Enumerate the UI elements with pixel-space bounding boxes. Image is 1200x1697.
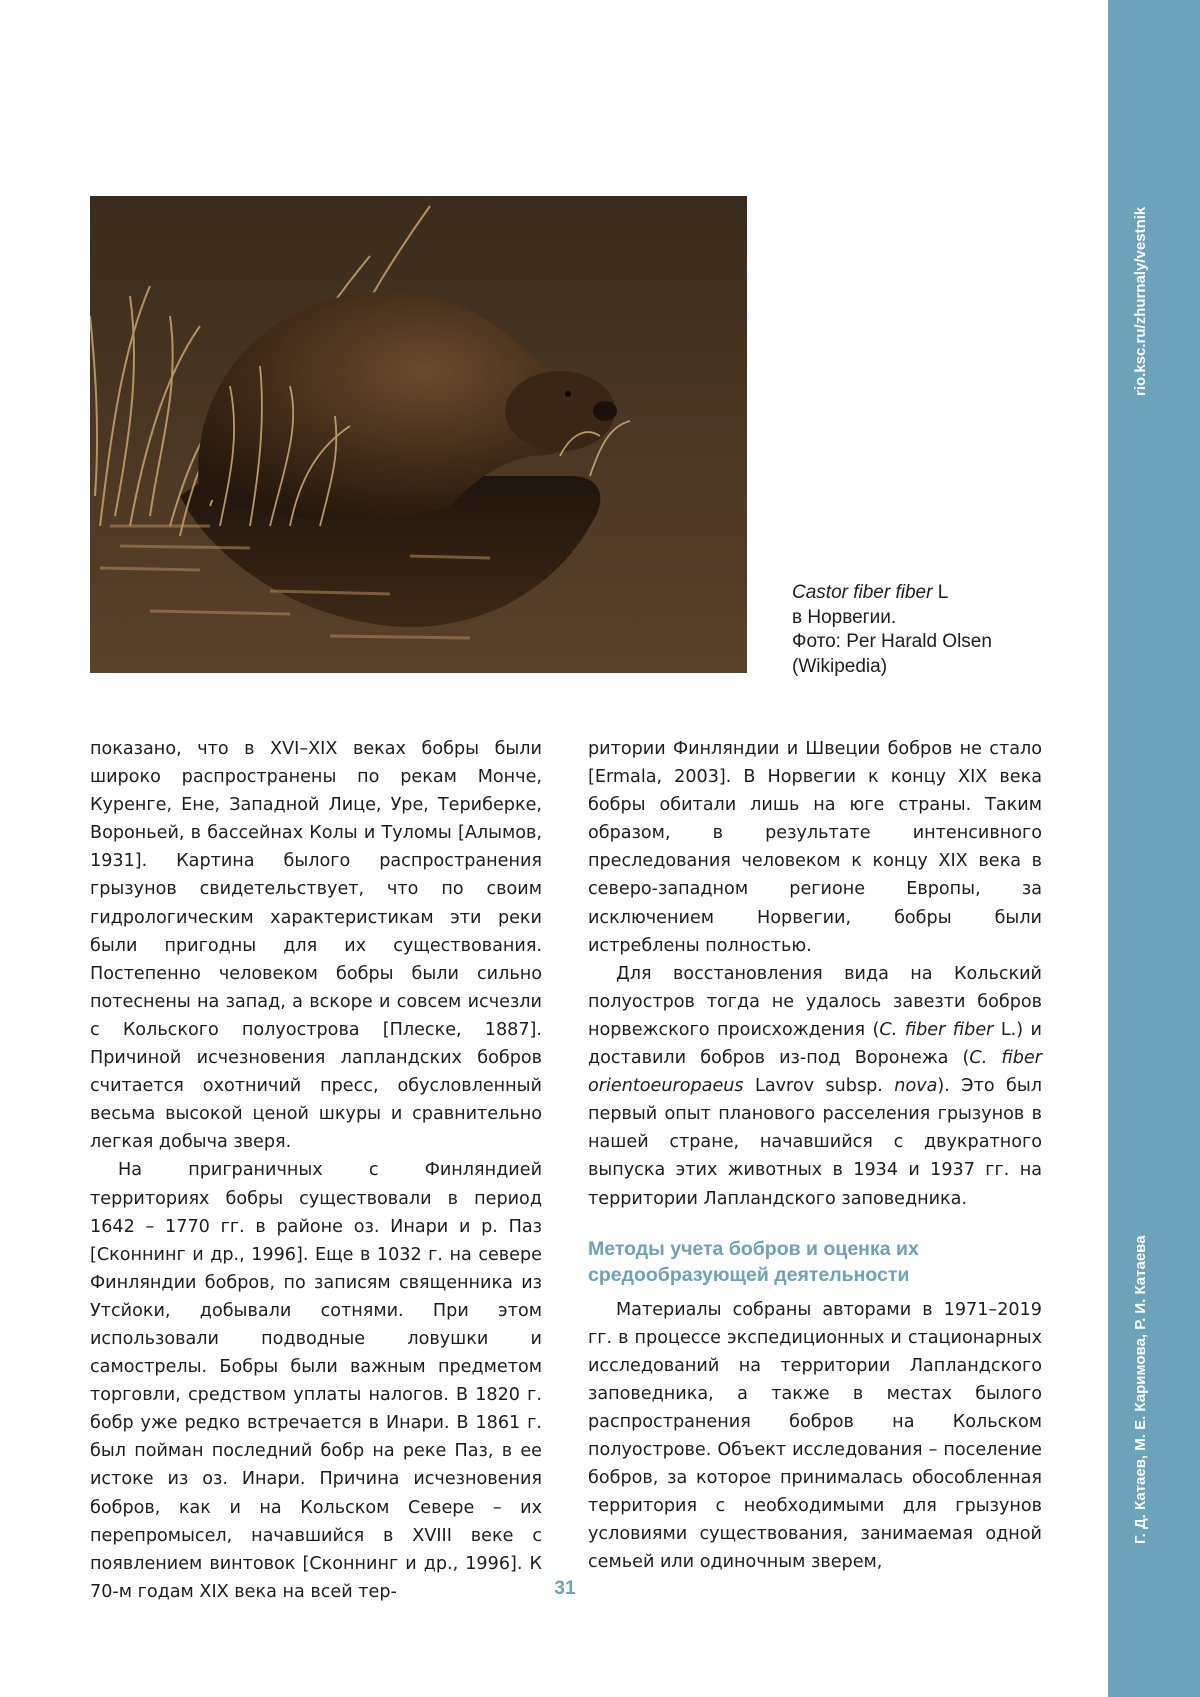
journal-url[interactable]: rio.ksc.ru/zhurnaly/vestnik — [1132, 207, 1149, 396]
right-column — [588, 735, 1042, 1577]
right-paragraph-2 — [588, 960, 1042, 1213]
sidebar-band — [1108, 0, 1200, 1697]
p2-text-d: ). Это был первый опыт планового расселения грызунов в нашей стране, начавшийся с двукратного выпуска этих животных в 1934 и 1937 гг. на территории Лапландского заповедника. — [588, 1076, 1042, 1208]
p2-text-b: L.) и доставили бобров из-под Воронежа ( — [588, 1020, 1042, 1068]
left-column — [90, 735, 542, 1606]
caption-line-2: в Норвегии. — [792, 606, 1092, 631]
page-number: 31 — [540, 1578, 590, 1600]
figure-caption — [792, 581, 1092, 679]
left-paragraph-2: На приграничных с Финляндией территориях бобры существовали в период 1642 – 1770 гг. в районе оз. Инари и р. Паз [Сконнинг и др., 1996]. Еще в 1032 г. на севере Финляндии бобров, по записям священника из Утсйоки, добывали сотнями. При этом использовали подводные ловушки и самострелы. Бобры были важным предметом торговли, средством уплаты налогов. В 1820 г. бобр уже редко встречается в Инари. В 1861 г. был пойман последний бобр на реке Паз, в ее истоке из оз. Инари. Причина исчезновения бобров, как и на Кольском Севере – их перепромысел, начавшийся в XVIII веке с появлением винтовок [Сконнинг и др., 1996]. К 70-м годам XIX века на всей тер- — [90, 1156, 542, 1606]
p2-nova: nova — [894, 1076, 937, 1096]
p2-species-1: C. fiber fiber — [879, 1020, 993, 1040]
beaver-photo — [90, 196, 747, 673]
running-authors: Г. Д. Катаев, М. Е. Каримова, Р. И. Катаева — [1132, 1235, 1149, 1544]
p2-text-c: Lavrov subsp. — [744, 1076, 895, 1096]
caption-line-3: Фото: Per Harald Olsen — [792, 630, 1092, 655]
p2-text-a: Для восстановления вида на Кольский полуостров тогда не удалось завезти бобров норвежского происхождения ( — [588, 964, 1042, 1040]
caption-line-1 — [792, 581, 1092, 606]
caption-species: Castor fiber fiber — [792, 582, 932, 603]
right-paragraph-3: Материалы собраны авторами в 1971–2019 гг. в процессе экспедиционных и стационарных исследований на территории Лапландского заповедника, а также в местах былого распространения бобров на Кольском полуострове. Объект исследования – поселение бобров, за которое принималась обособленная территория с необходимыми для грызунов условиями существования, занимаемая одной семьей или одиночным зверем, — [588, 1296, 1042, 1577]
caption-author: L — [932, 582, 948, 603]
left-paragraph-1: показано, что в XVI–XIX веках бобры были широко распространены по рекам Мончe, Куренге, Ене, Западной Лице, Уре, Териберке, Вороньей, в бассейнах Колы и Туломы [Алымов, 1931]. Картина былого распространения грызунов свидетельствует, что по своим гидрологическим характеристикам эти реки были пригодны для их существования. Постепенно человеком бобры были сильно потеснены на запад, а вскоре и совсем исчезли с Кольского полуострова [Плеске, 1887]. Причиной исчезновения лапландских бобров считается охотничий пресс, обусловленный весьма высокой ценой шкуры и сравнительно легкая добыча зверя. — [90, 735, 542, 1156]
section-heading: Методы учета бобров и оценка их средообразующей деятельности — [588, 1236, 1042, 1288]
beaver-illustration — [90, 196, 747, 673]
p2-species-2: C. fiber orientoeuropaeus — [588, 1048, 1042, 1096]
right-paragraph-1: ритории Финляндии и Швеции бобров не стало [Ermala, 2003]. В Норвегии к концу XIX века бобры обитали лишь на юге страны. Таким образом, в результате интенсивного преследования человеком к концу XIX века в северо-западном регионе Европы, за исключением Норвегии, бобры были истреблены полностью. — [588, 735, 1042, 960]
caption-line-4: (Wikipedia) — [792, 655, 1092, 680]
